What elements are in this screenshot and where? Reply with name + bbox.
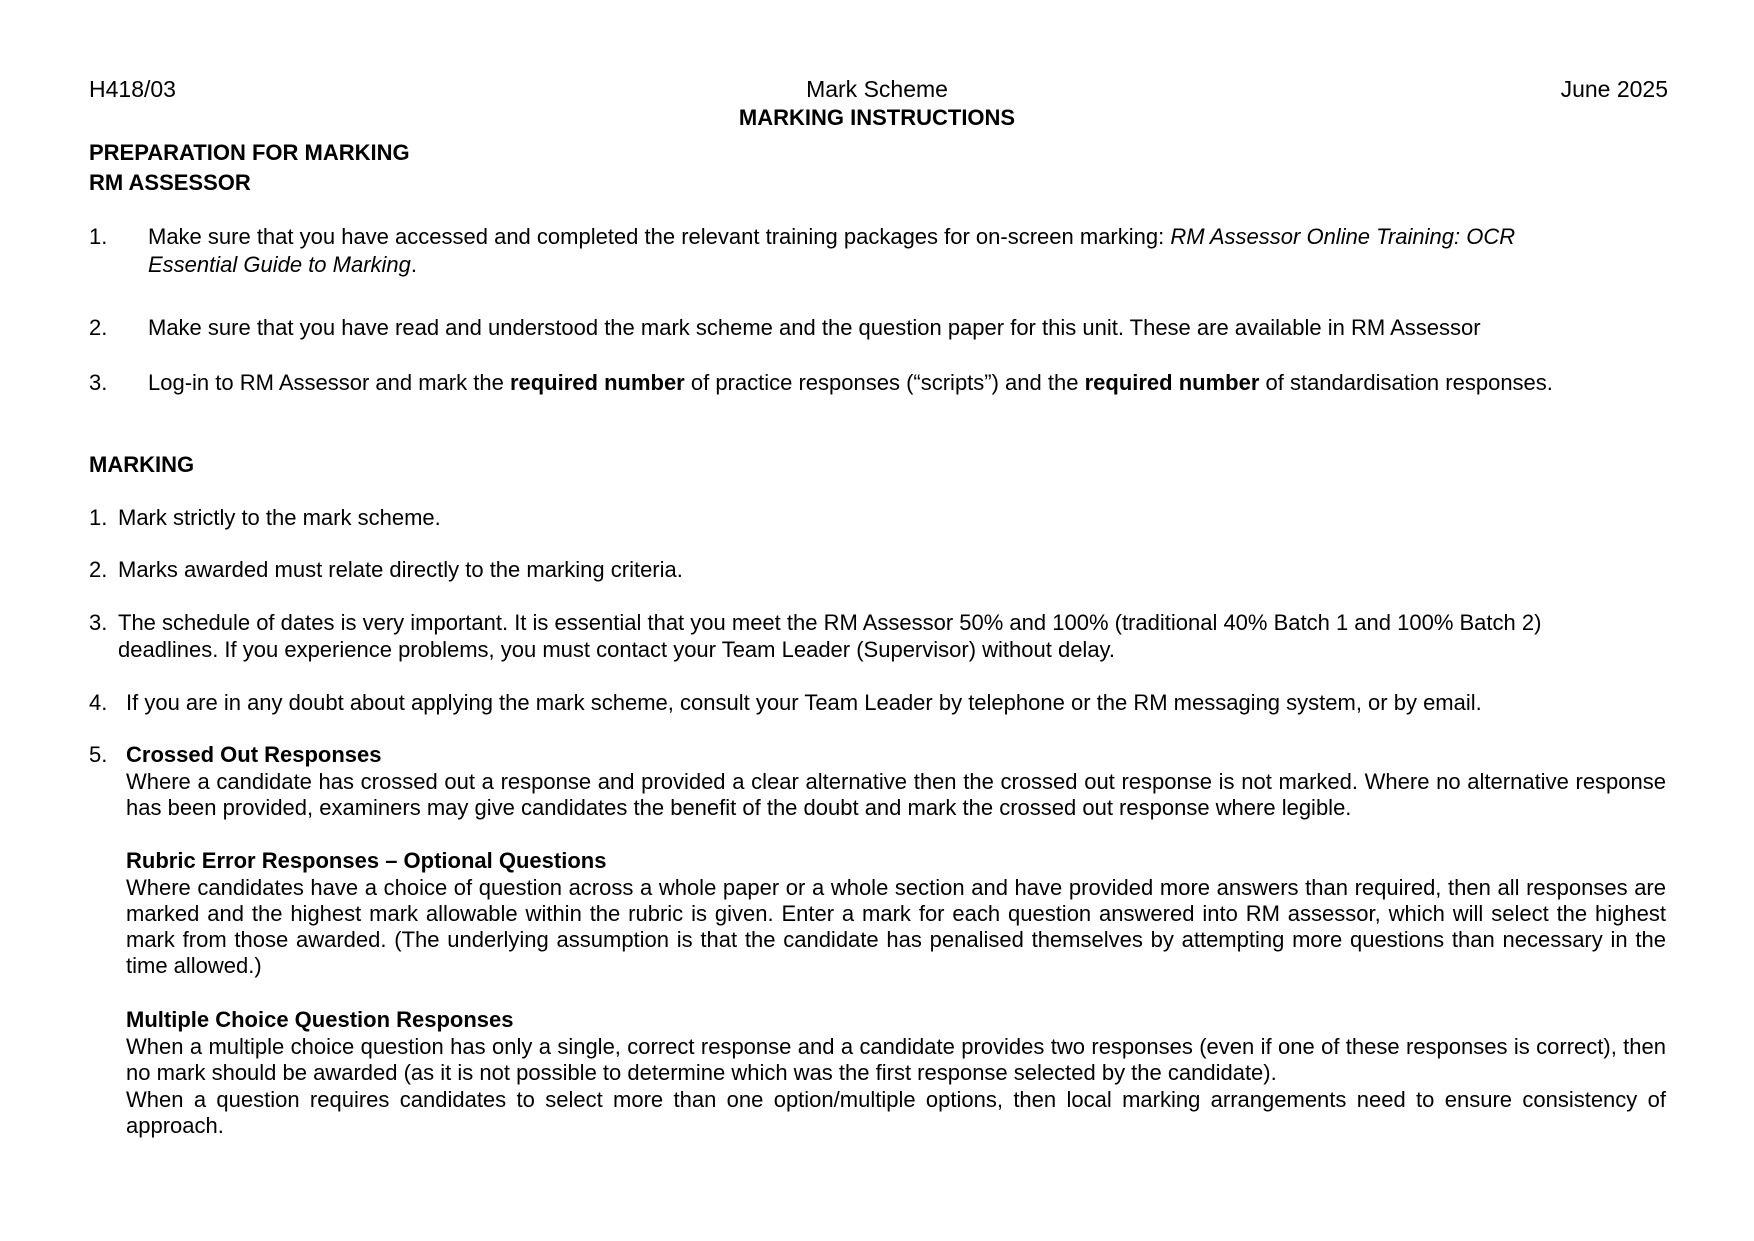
prep-item-2-text: Make sure that you have read and understood the mark scheme and the question paper for this unit. These are available in RM Assessor [148,315,1481,340]
crossed-out-heading: Crossed Out Responses [126,742,382,767]
prep-item-1-line1 [148,224,1515,250]
prep-item-1-line2 [148,252,417,278]
training-course-name: RM Assessor Online Training: OCR [1170,224,1516,249]
paper-code: H418/03 [89,76,176,102]
prep-item-3-part-a: Log-in to RM Assessor and mark the [148,370,510,395]
prep-item-1-number: 1. [89,224,108,249]
marking-instructions-heading: MARKING INSTRUCTIONS [738,105,1016,130]
marking-item-3-line1: The schedule of dates is very important. It is essential that you meet the RM Assessor 50% and 100% (traditional 40% Batch 1 and 100% Batch 2) [118,610,1542,635]
mcq-heading: Multiple Choice Question Responses [126,1007,514,1032]
paper-date: June 2025 [1560,76,1668,102]
marking-item-2-number: 2. [89,557,108,582]
prep-item-1-period: . [410,252,418,277]
rm-assessor-heading: RM ASSESSOR [89,170,251,195]
rubric-error-heading: Rubric Error Responses – Optional Questions [126,848,607,873]
preparation-heading: PREPARATION FOR MARKING [89,140,410,165]
prep-item-3-part-c: of standardisation responses. [1259,370,1553,395]
marking-item-1-number: 1. [89,505,108,530]
prep-item-3-text [148,370,1553,396]
marking-item-3-number: 3. [89,610,108,635]
marking-item-3-line2: deadlines. If you experience problems, you must contact your Team Leader (Supervisor) without delay. [118,637,1116,662]
marking-item-5-number: 5. [89,742,108,767]
prep-item-2-number: 2. [89,315,108,340]
marking-item-2-text: Marks awarded must relate directly to the marking criteria. [118,557,683,582]
mcq-text-1: When a multiple choice question has only a single, correct response and a candidate provides two responses (even if one of these responses is correct), then no mark should be awarded (as it is not possible to determine which was the first response selected by the candidate). [126,1034,1666,1085]
required-number-bold-1: required number [509,370,685,395]
marking-item-4-number: 4. [89,690,108,715]
prep-item-3-part-b: of practice responses (“scripts”) and the [684,370,1085,395]
mcq-text-2: When a question requires candidates to select more than one option/multiple options, then local marking arrangements need to ensure consistency of approach. [126,1087,1666,1138]
marking-heading: MARKING [89,452,195,477]
crossed-out-text: Where a candidate has crossed out a response and provided a clear alternative then the crossed out response is not marked. Where no alternative response has been provided, examiners may give candidates the benefit of the doubt and mark the crossed out response where legible. [126,769,1666,820]
rubric-error-text: Where candidates have a choice of question across a whole paper or a whole section and have provided more answers than required, then all responses are marked and the highest mark allowable within the rubric is given. Enter a mark for each question answered into RM assessor, which will select the highest mark from those awarded. (The underlying assumption is that the candidate has penalised themselves by attempting more questions than necessary in the time allowed.) [126,875,1666,978]
prep-item-3-number: 3. [89,370,108,395]
marking-item-4-text: If you are in any doubt about applying the mark scheme, consult your Team Leader by telephone or the RM messaging system, or by email. [126,690,1482,715]
marking-item-1-text: Mark strictly to the mark scheme. [118,505,441,530]
prep-item-1-text: Make sure that you have accessed and completed the relevant training packages for on-screen marking: [148,224,1171,249]
page-title: Mark Scheme [806,76,948,102]
required-number-bold-2: required number [1084,370,1260,395]
guide-name: Essential Guide to Marking [148,252,411,277]
